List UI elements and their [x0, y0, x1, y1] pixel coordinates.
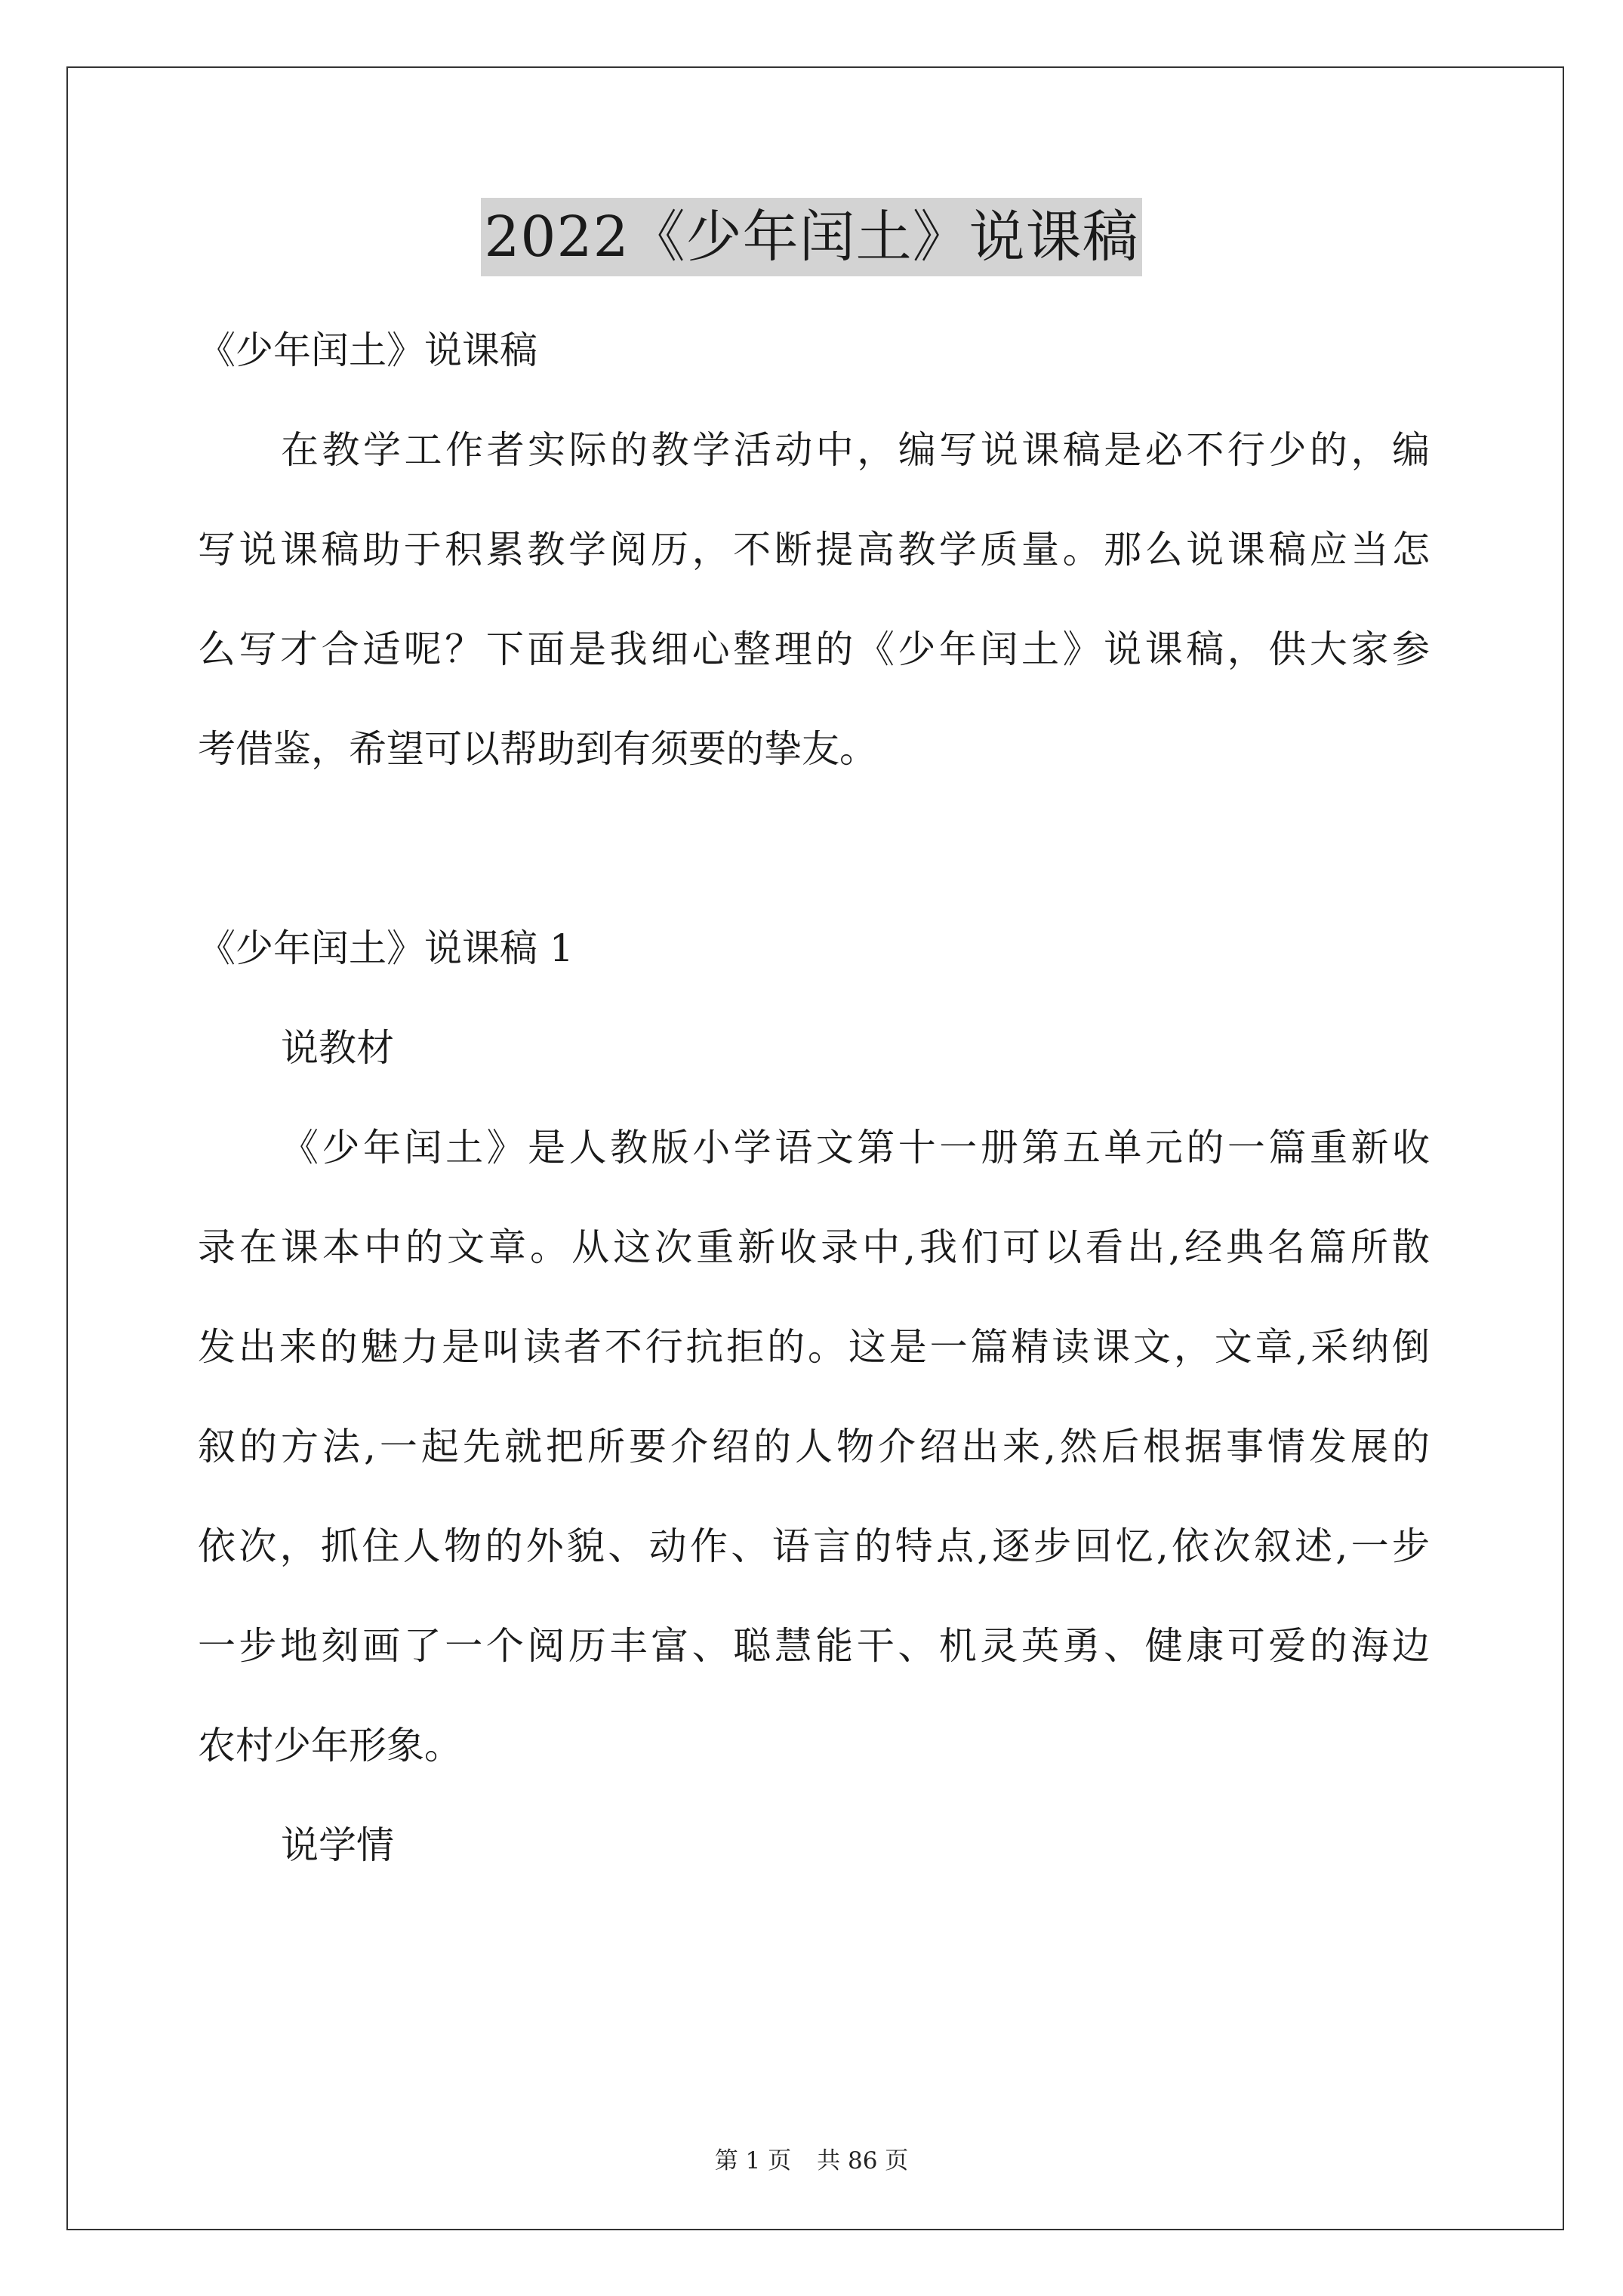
paragraph-line: 依次，抓住人物的外貌、动作、语言的特点,逐步回忆,依次叙述,一步: [198, 1524, 1430, 1568]
page-total: 共 86 页: [817, 2147, 909, 2174]
title-container: [0, 198, 1623, 276]
document-title: 2022《少年闰土》说课稿: [481, 198, 1141, 276]
paragraph-line: 一步地刻画了一个阅历丰富、聪慧能干、机灵英勇、健康可爱的海边: [198, 1624, 1430, 1668]
document-body: [198, 300, 1430, 1895]
subsection-heading: 说教材: [281, 1026, 394, 1070]
page-number: 第 1 页: [714, 2147, 792, 2174]
paragraph-line: 叙的方法,一起先就把所要介绍的人物介绍出来,然后根据事情发展的: [198, 1425, 1430, 1469]
paragraph-line: 《少年闰土》是人教版小学语文第十一册第五单元的一篇重新收: [281, 1126, 1430, 1170]
paragraph-line: 发出来的魅力是叫读者不行抗拒的。这是一篇精读课文，文章,采纳倒: [198, 1325, 1430, 1369]
blank-line: [198, 799, 1430, 898]
paragraph-line: 么写才合适呢？下面是我细心整理的《少年闰土》说课稿，供大家参: [198, 627, 1430, 671]
paragraph-line: 写说课稿助于积累教学阅历，不断提高教学质量。那么说课稿应当怎: [198, 528, 1430, 572]
paragraph-line: 农村少年形象。: [198, 1724, 462, 1767]
paragraph-line: 考借鉴，希望可以帮助到有须要的挚友。: [198, 727, 877, 771]
page-footer: [0, 2146, 1623, 2176]
paragraph-line: 录在课本中的文章。从这次重新收录中,我们可以看出,经典名篇所散: [198, 1225, 1430, 1269]
subtitle: 《少年闰土》说课稿: [198, 328, 537, 372]
paragraph-line: 在教学工作者实际的教学活动中，编写说课稿是必不行少的，编: [281, 428, 1430, 472]
section-heading: 《少年闰土》说课稿 1: [198, 926, 574, 970]
subsection-heading: 说学情: [281, 1823, 394, 1867]
